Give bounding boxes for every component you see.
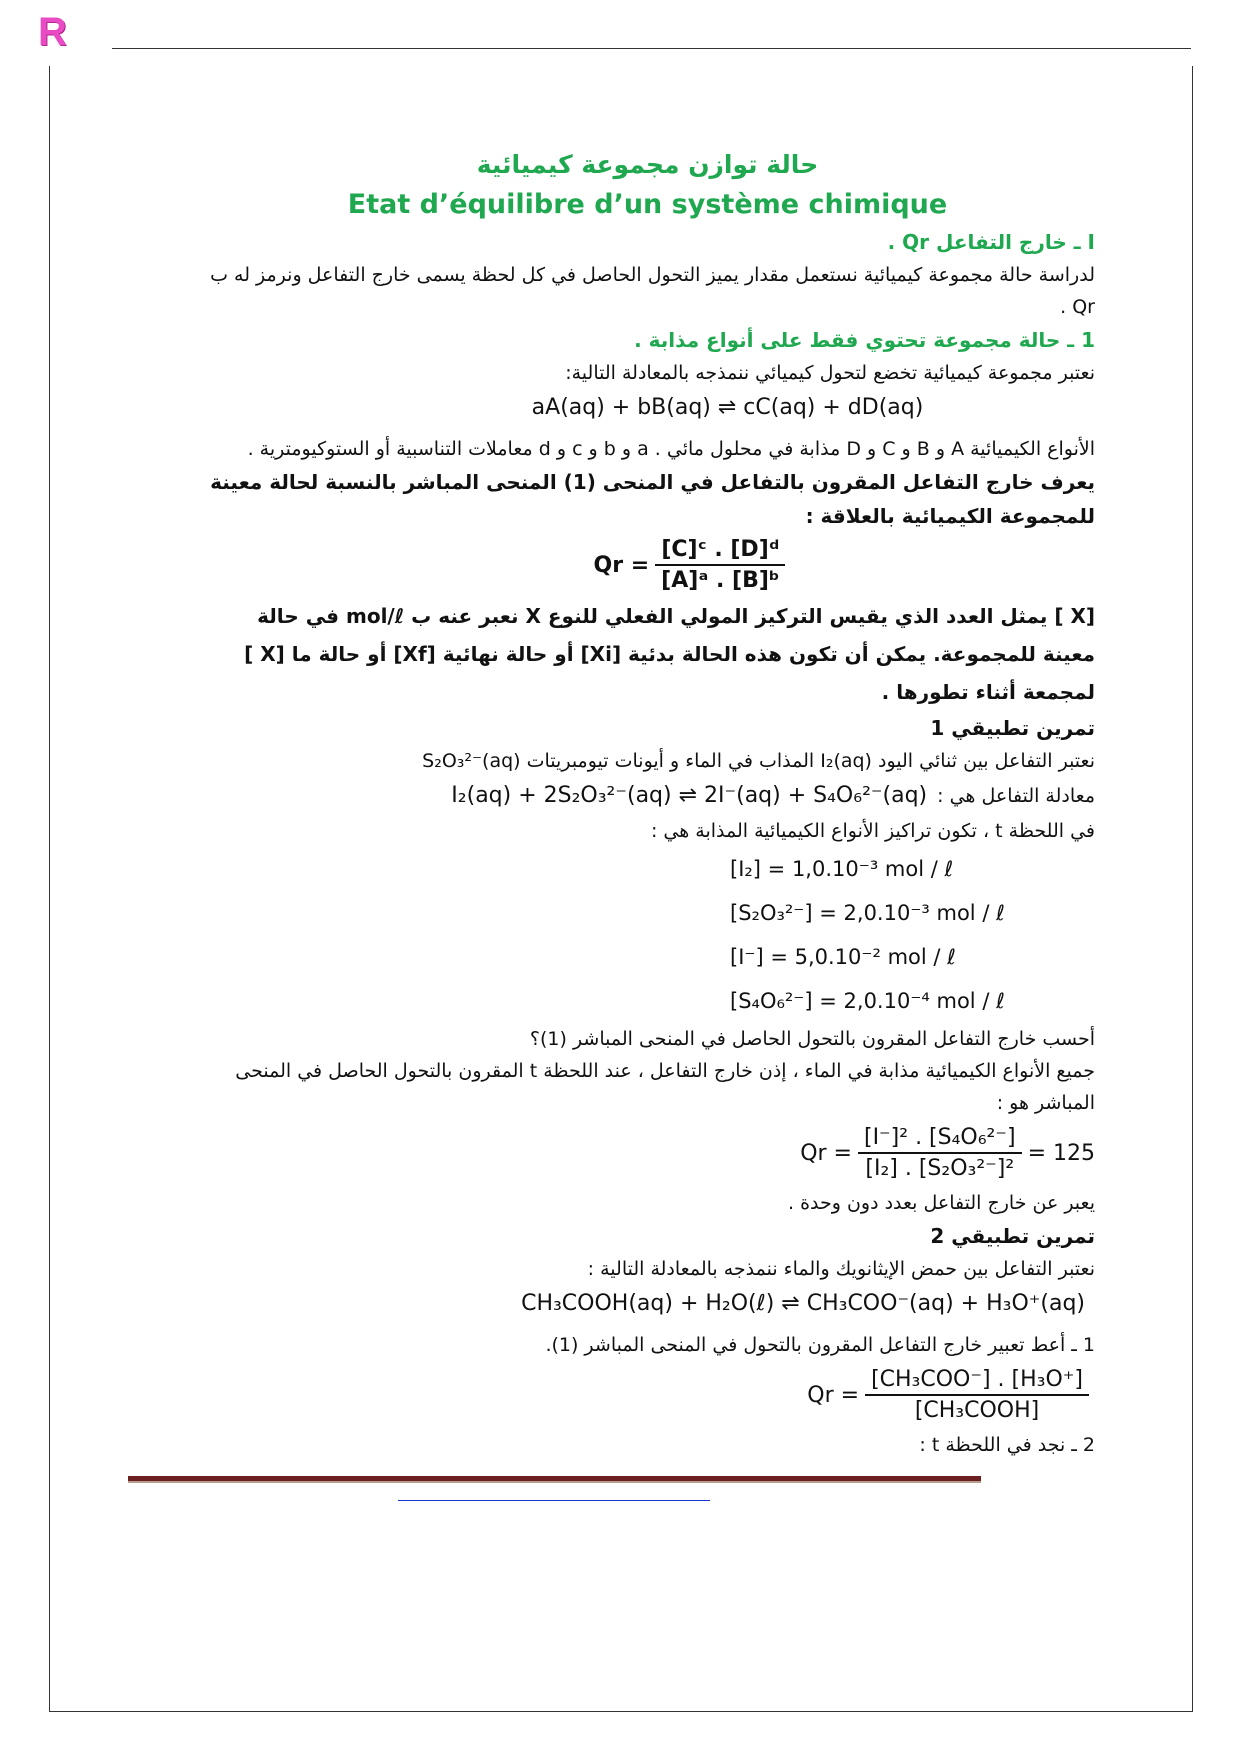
exercise1-qr-result: = 125 xyxy=(1027,1140,1095,1166)
section1-heading: I ـ خارج التفاعل Qr . xyxy=(887,230,1095,254)
exercise2-question2: 2 ـ نجد في اللحظة t : xyxy=(919,1434,1095,1456)
title-arabic: حالة توازن مجموعة كيميائية xyxy=(476,150,819,179)
consider-text: نعتبر مجموعة كيميائية تخضع لتحول كيميائي ننمذجه بالمعادلة التالية: xyxy=(565,362,1095,384)
section1-intro: لدراسة حالة مجموعة كيميائية نستعمل مقدار يميز التحول الحاصل في كل لحظة يسمى خارج التفاعل ونرمز له ب Qr . xyxy=(210,264,1095,318)
exercise2-question1: 1 ـ أعط تعبير خارج التفاعل المقرون بالتحول في المنحى المباشر (1). xyxy=(545,1334,1095,1356)
qr-general-formula xyxy=(200,537,1095,593)
qr-general-fraction xyxy=(655,537,785,593)
general-equation: aA(aq) + bB(aq) ⇌ cC(aq) + dD(aq) xyxy=(531,395,924,420)
document-body xyxy=(200,145,1095,1461)
exercise1-qr-formula xyxy=(200,1125,1095,1181)
qr-general-lhs: Qr = xyxy=(593,552,650,578)
exercise2-heading: تمرين تطبيقي 2 xyxy=(930,1224,1095,1248)
exercise2-qr-fraction xyxy=(865,1367,1089,1423)
exercise1-moment-text: في اللحظة t ، تكون تراكيز الأنواع الكيميائية المذابة هي : xyxy=(650,820,1095,842)
exercise1-equation-row xyxy=(200,777,1095,815)
concentration-s2o3: [S₂O₃²⁻] = 2,0.10⁻³ mol / ℓ xyxy=(730,901,1005,925)
exercise1-question: أحسب خارج التفاعل المقرون بالتحول الحاصل في المنحى المباشر (1)؟ xyxy=(529,1028,1095,1050)
species-text: الأنواع الكيميائية A و B و C و D مذابة في محلول مائي . a و b و c و d معاملات التناسبية أو الستوكيومترية . xyxy=(247,438,1095,460)
exercise1-qr-denominator: [I₂] . [S₂O₃²⁻]² xyxy=(865,1156,1015,1181)
exercise2-equation: CH₃COOH(aq) + H₂O(ℓ) ⇌ CH₃COO⁻(aq) + H₃O⁺(aq) xyxy=(521,1291,1085,1316)
exercise2-qr-formula xyxy=(200,1367,1095,1423)
exercise2-qr-lhs: Qr = xyxy=(807,1382,860,1408)
definition-text: يعرف خارج التفاعل المقرون بالتفاعل في المنحى (1) المنحى المباشر بالنسبة لحالة معينة للمجموعة الكيميائية بالعلاقة : xyxy=(210,470,1095,528)
concentration-list xyxy=(200,847,1095,1023)
exercise1-heading: تمرين تطبيقي 1 xyxy=(930,716,1095,740)
section1-sub1-heading: 1 ـ حالة مجموعة تحتوي فقط على أنواع مذابة . xyxy=(634,328,1095,352)
footer-link-underline[interactable] xyxy=(398,1500,710,1501)
exercise1-qr-lhs: Qr = xyxy=(800,1140,852,1166)
qr-general-numerator: [C]ᶜ . [D]ᵈ xyxy=(655,537,785,566)
exercise1-qr-numerator: [I⁻]² . [S₄O₆²⁻] xyxy=(858,1125,1022,1154)
exercise2-qr-denominator: [CH₃COOH] xyxy=(914,1398,1040,1423)
qr-general-denominator: [A]ᵃ . [B]ᵇ xyxy=(661,568,780,593)
top-rule xyxy=(112,48,1191,49)
logo: R xyxy=(38,10,67,54)
footer-rule xyxy=(128,1476,981,1483)
exercise1-equation: I₂(aq) + 2S₂O₃²⁻(aq) ⇌ 2I⁻(aq) + S₄O₆²⁻(aq) xyxy=(451,783,928,808)
concentration-s4o6: [S₄O₆²⁻] = 2,0.10⁻⁴ mol / ℓ xyxy=(730,989,1005,1013)
concentration-i2: [I₂] = 1,0.10⁻³ mol / ℓ xyxy=(730,857,954,881)
exercise1-qr-fraction xyxy=(858,1125,1022,1181)
exercise2-line1: نعتبر التفاعل بين حمض الإيثانويك والماء ننمذجه بالمعادلة التالية : xyxy=(587,1258,1095,1280)
exercise1-note: يعبر عن خارج التفاعل بعدد دون وحدة . xyxy=(787,1192,1095,1214)
concentration-iodide: [I⁻] = 5,0.10⁻² mol / ℓ xyxy=(730,945,956,969)
exercise1-answer: جميع الأنواع الكيميائية مذابة في الماء ، إذن خارج التفاعل ، عند اللحظة t المقرون بالتحول الحاصل في المنحى المباشر هو : xyxy=(235,1060,1095,1114)
exercise1-equation-label: معادلة التفاعل هي : xyxy=(937,785,1095,807)
title-french: Etat d’équilibre d’un système chimique xyxy=(347,189,948,220)
exercise1-line1: نعتبر التفاعل بين ثنائي اليود I₂(aq) المذاب في الماء و أيونات تيومبريتات S₂O₃²⁻(aq) xyxy=(422,750,1095,772)
exercise2-qr-numerator: [CH₃COO⁻] . [H₃O⁺] xyxy=(865,1367,1089,1396)
x-definition: [X ] يمثل العدد الذي يقيس التركيز المولي الفعلي للنوع X نعبر عنه ب mol/ℓ في حالة معينة للمجموعة. يمكن أن تكون هذه الحالة بدئية [Xi] أو حالة نهائية [Xf] أو حالة ما [X ] لمجمعة أثناء تطورها . xyxy=(244,604,1095,704)
